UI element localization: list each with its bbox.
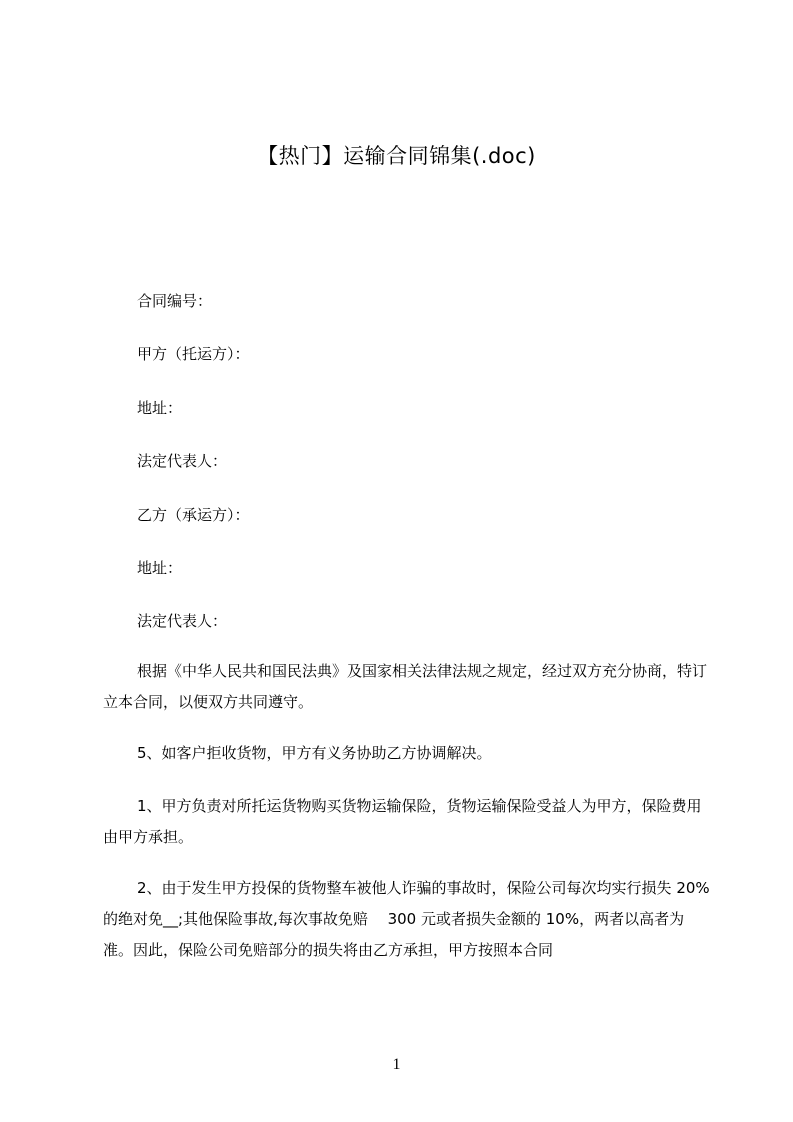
party-b-address-field: 地址： xyxy=(137,559,183,577)
clause-1-paragraph: 1、甲方负责对所托运货物购买货物运输保险，货物运输保险受益人为甲方，保险费用由甲方承担。 xyxy=(103,797,702,846)
clause-2-paragraph: 2、由于发生甲方投保的货物整车被他人诈骗的事故时，保险公司每次均实行损失 20%的绝对免__;其他保险事故,每次事故免赔 300 元或者损失金额的 10%，两者以高者为准。因此，保险公司免赔部分的损失将由乙方承担，甲方按照本合同 xyxy=(103,879,710,959)
party-a-field: 甲方（托运方）： xyxy=(137,345,250,363)
page-number: 1 xyxy=(392,1056,401,1073)
clause-5-paragraph: 5、如客户拒收货物，甲方有义务协助乙方协调解决。 xyxy=(137,744,492,762)
party-b-representative-field: 法定代表人： xyxy=(137,612,228,630)
intro-paragraph: 根据《中华人民共和国民法典》及国家相关法律法规之规定，经过双方充分协商，特订立本合同，以便双方共同遵守。 xyxy=(103,662,708,711)
party-a-representative-field: 法定代表人： xyxy=(137,452,228,470)
party-a-address-field: 地址： xyxy=(137,399,183,417)
party-b-field: 乙方（承运方）： xyxy=(137,506,250,524)
contract-number-field: 合同编号： xyxy=(137,292,213,310)
document-title: 【热门】运输合同锦集(.doc) xyxy=(257,144,536,168)
